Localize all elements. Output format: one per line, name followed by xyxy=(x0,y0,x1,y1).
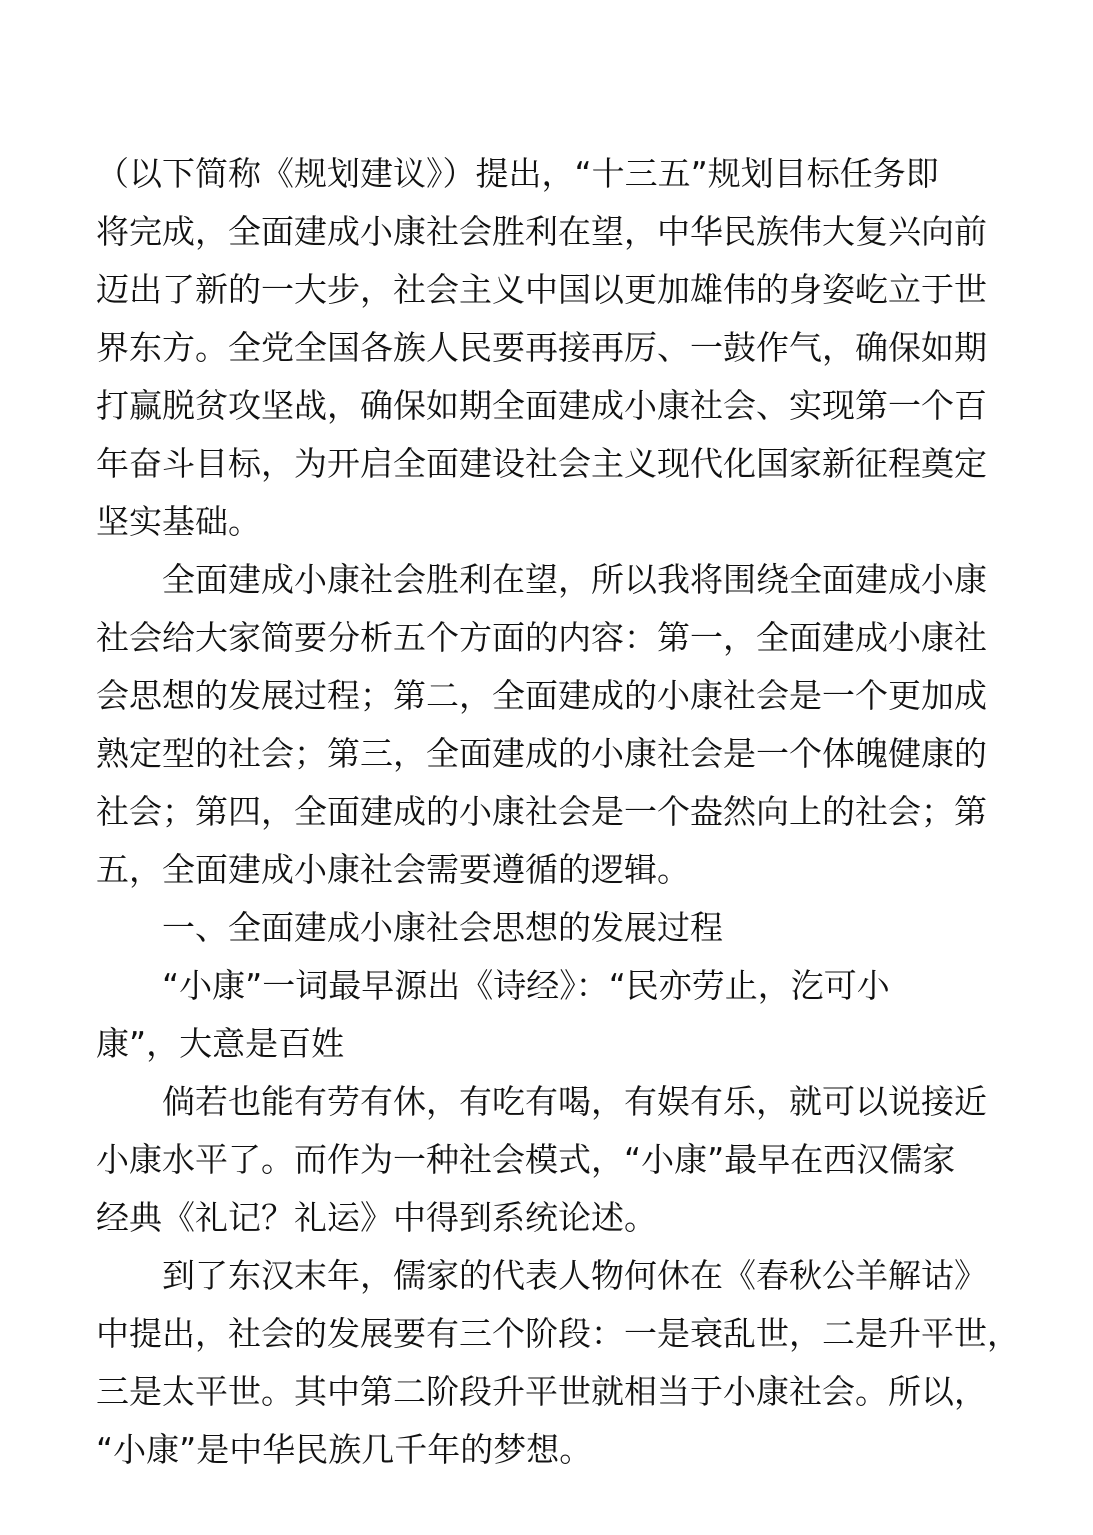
text-line: 坚实基础。 xyxy=(96,502,261,541)
paragraph-2 xyxy=(96,551,1036,899)
paragraph-5 xyxy=(96,1247,1036,1479)
text-line: 熟定型的社会；第三，全面建成的小康社会是一个体魄健康的 xyxy=(96,734,987,773)
text-line: 会思想的发展过程；第二，全面建成的小康社会是一个更加成 xyxy=(96,676,987,715)
text-line: “小康”一词最早源出《诗经》：“民亦劳止，汔可小 xyxy=(162,966,890,1005)
text-line: （以下简称《规划建议》）提出，“十三五”规划目标任务即 xyxy=(96,154,939,193)
document-page xyxy=(96,145,1036,1479)
text-line: 经典《礼记？礼运》中得到系统论述。 xyxy=(96,1198,657,1237)
text-line: 将完成，全面建成小康社会胜利在望，中华民族伟大复兴向前 xyxy=(96,212,987,251)
paragraph-3 xyxy=(96,957,1036,1073)
text-line: 迈出了新的一大步，社会主义中国以更加雄伟的身姿屹立于世 xyxy=(96,270,987,309)
text-line: 全面建成小康社会胜利在望，所以我将围绕全面建成小康 xyxy=(162,560,987,599)
text-line: 小康水平了。而作为一种社会模式，“小康”最早在西汉儒家 xyxy=(96,1140,956,1179)
text-line: 社会；第四，全面建成的小康社会是一个盎然向上的社会；第 xyxy=(96,792,987,831)
paragraph-4 xyxy=(96,1073,1036,1247)
text-line: 康”，大意是百姓 xyxy=(96,1024,345,1063)
text-line: “小康”是中华民族几千年的梦想。 xyxy=(96,1430,593,1469)
text-line: 社会给大家简要分析五个方面的内容：第一，全面建成小康社 xyxy=(96,618,987,657)
text-line: 一、全面建成小康社会思想的发展过程 xyxy=(162,908,723,947)
text-line: 倘若也能有劳有休，有吃有喝，有娱有乐，就可以说接近 xyxy=(162,1082,987,1121)
text-line: 五，全面建成小康社会需要遵循的逻辑。 xyxy=(96,850,690,889)
text-line: 界东方。全党全国各族人民要再接再厉、一鼓作气，确保如期 xyxy=(96,328,987,367)
section-heading xyxy=(96,899,1036,957)
text-line: 中提出，社会的发展要有三个阶段：一是衰乱世，二是升平世， xyxy=(96,1314,1020,1353)
text-line: 打赢脱贫攻坚战，确保如期全面建成小康社会、实现第一个百 xyxy=(96,386,987,425)
text-line: 到了东汉末年，儒家的代表人物何休在《春秋公羊解诂》 xyxy=(162,1256,987,1295)
paragraph-1 xyxy=(96,145,1036,551)
text-line: 年奋斗目标，为开启全面建设社会主义现代化国家新征程奠定 xyxy=(96,444,987,483)
text-line: 三是太平世。其中第二阶段升平世就相当于小康社会。所以， xyxy=(96,1372,987,1411)
